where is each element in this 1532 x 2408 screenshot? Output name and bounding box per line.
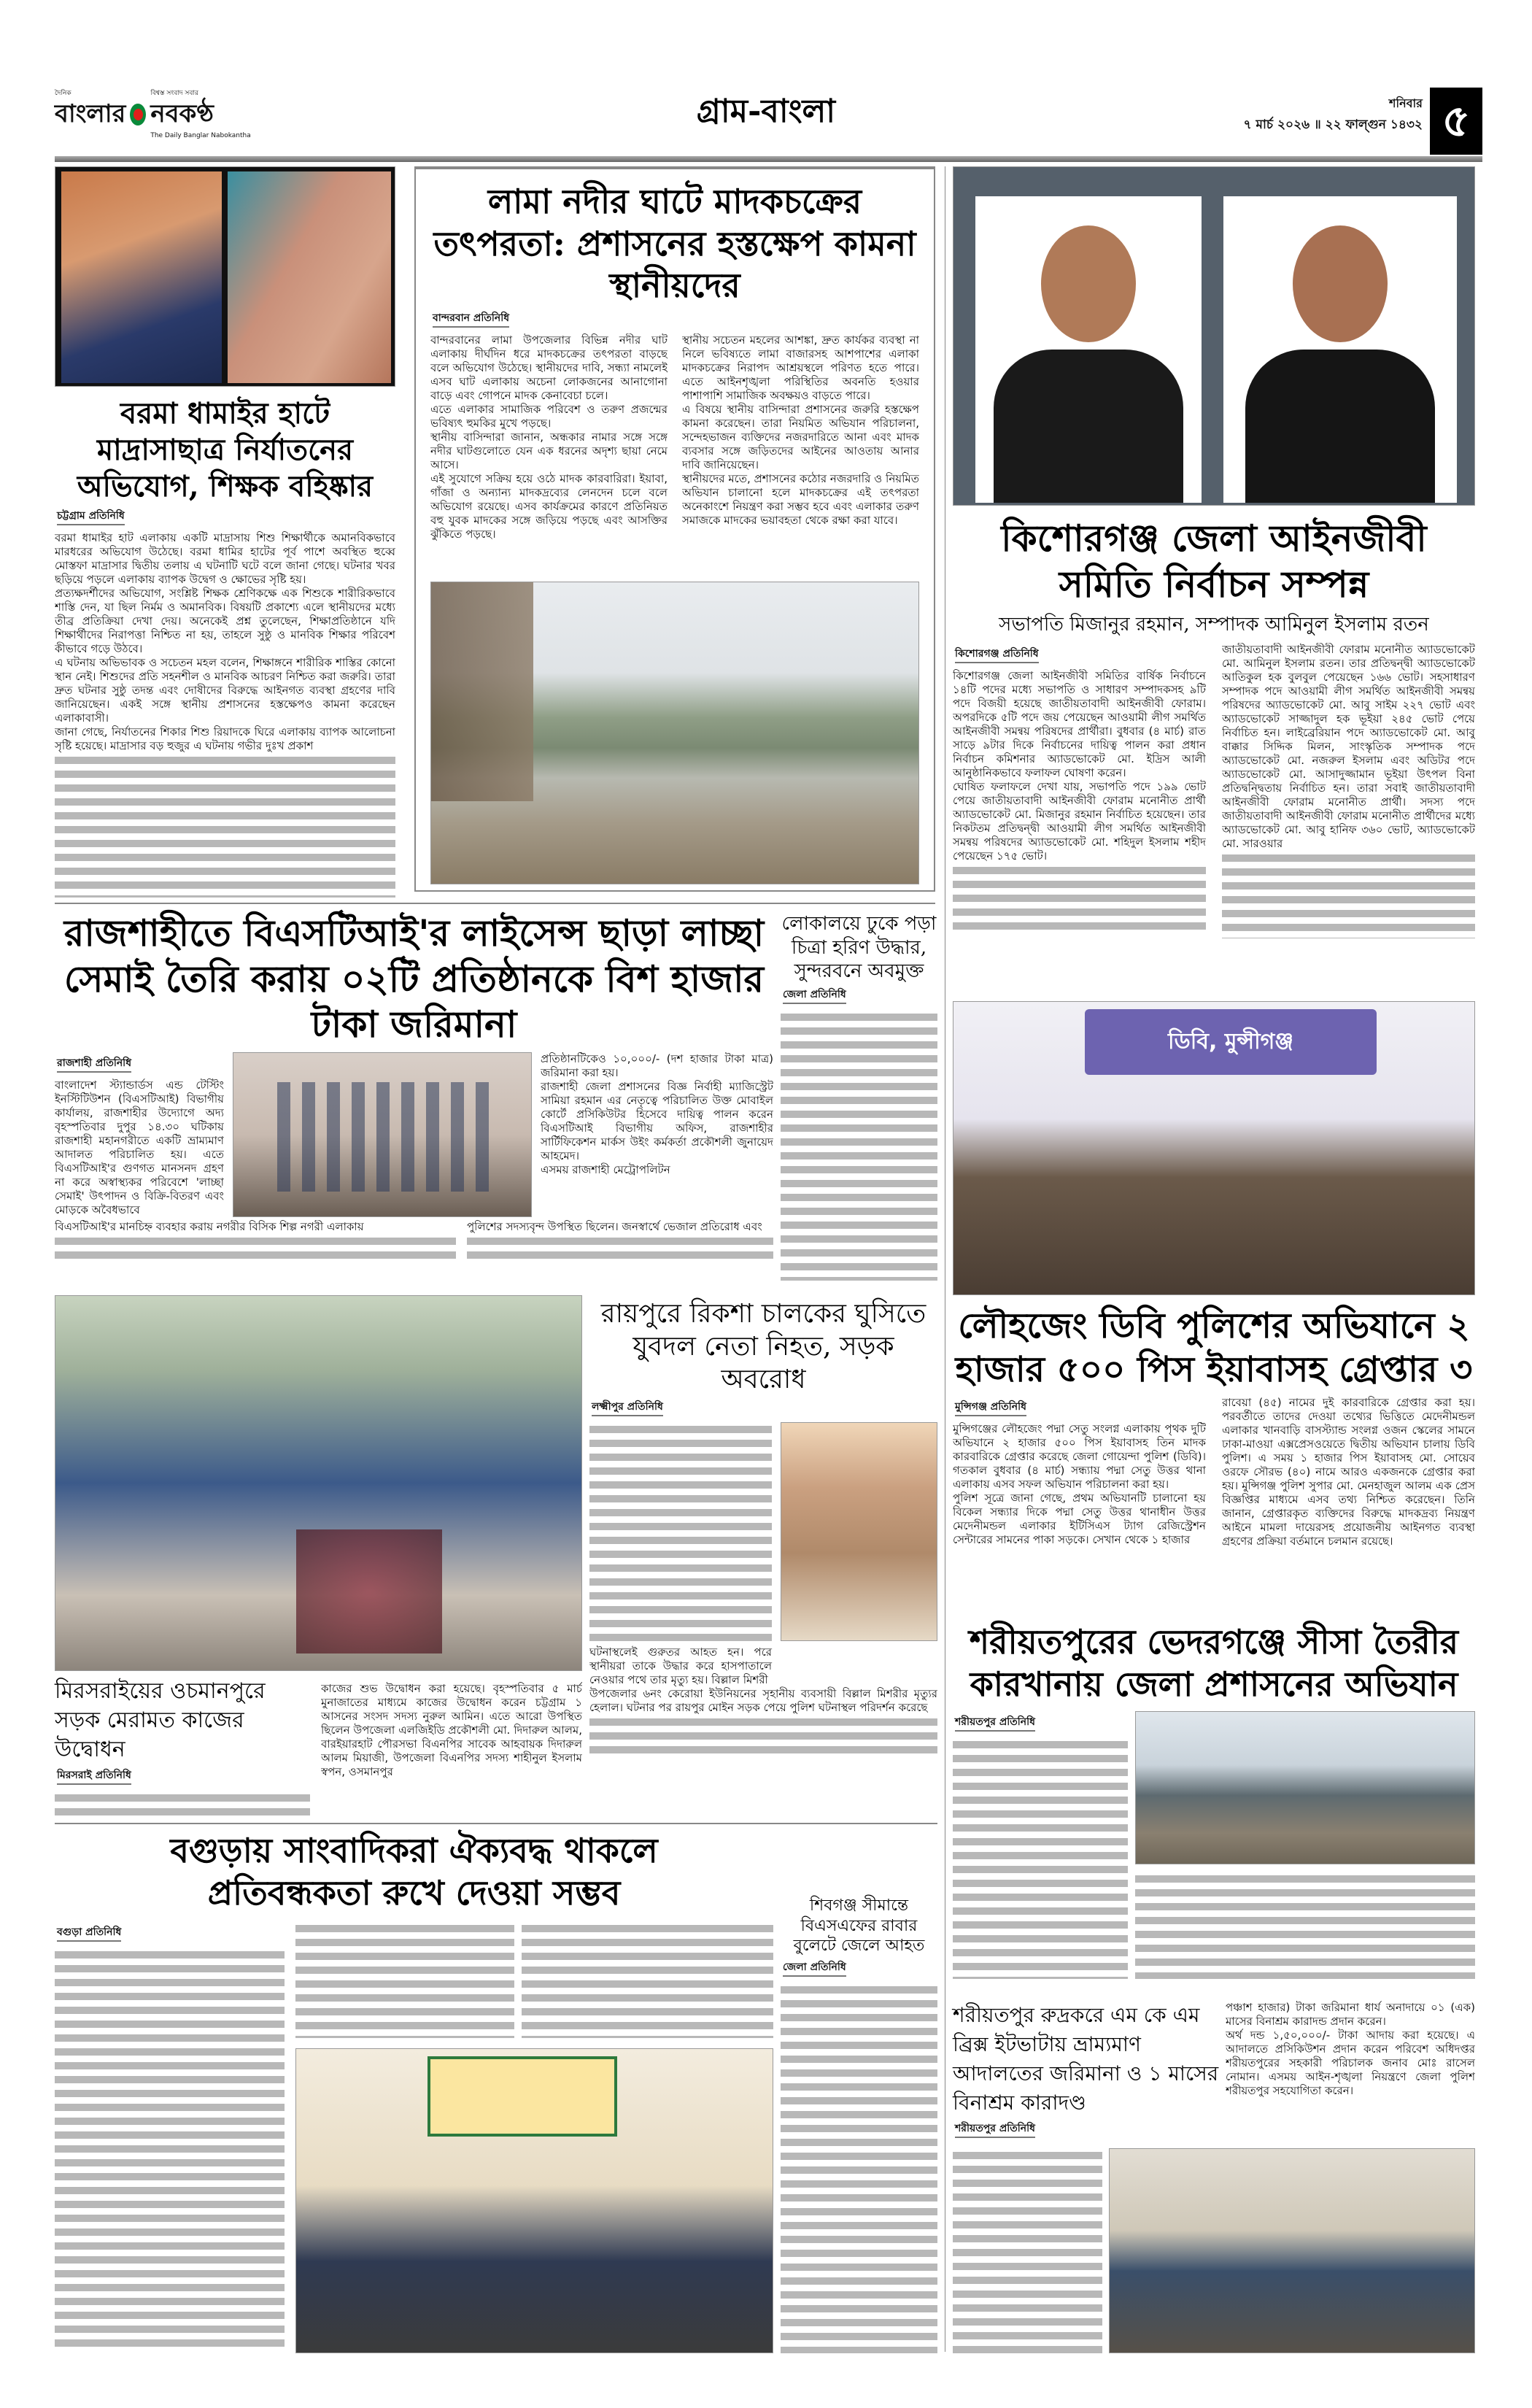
- day-label: শনিবার: [1389, 96, 1423, 110]
- deer-story: [781, 912, 937, 1281]
- brick-body-left: [953, 2148, 1102, 2353]
- lohajang-arrest-photo: [953, 1001, 1475, 1295]
- brick-byline: শরীয়তপুর প্রতিনিধি: [955, 2122, 1035, 2138]
- rajshahi-raid-photo: [233, 1052, 532, 1218]
- bogura-byline: বগুড়া প্রতিনিধি: [57, 1926, 121, 1942]
- rajshahi-body-bottom-right: পুলিশের সদস্যবৃন্দ উপস্থিত ছিলেন। জনস্বার্থে ভেজাল প্রতিরোধ এবং: [467, 1220, 773, 1276]
- rajshahi-body-left: বাংলাদেশ স্ট্যান্ডার্ডস এন্ড টেস্টিং ইনস্টিটিউশন (বিএসটিআই) বিভাগীয় কার্যালয়, রাজশাহীর উদ্যোগে অদ্য বৃহস্পতিবার দুপুর ১৪.৩০ ঘটিকায় রাজশাহী মহানগরীতে একটি ভ্রাম্যমাণ আদালত পরিচালিত হয়। এতে বিএসটিআই'র গুণগত মানসনদ গ্রহণ না করে অস্বাস্থ্যকর পরিবেশে 'লাচ্ছা সেমাই' উৎপাদন ও বিক্রি-বিতরণ এবং মোড়কে অবৈধভাবে: [55, 1078, 224, 1216]
- text-continuation: [1222, 851, 1475, 938]
- shariatpur-lead-story: [953, 1621, 1475, 1979]
- brick-court-photo: [1109, 2148, 1475, 2353]
- shariatpur-lead-headline: শরীয়তপুরের ভেদরগঞ্জে সীসা তৈরীর কারখানায় জেলা প্রশাসনের অভিযান: [969, 1622, 1459, 1704]
- deer-headline: লোকালয়ে ঢুকে পড়া চিত্রা হরিণ উদ্ধার, সুন্দরবনে অবমুক্ত: [781, 913, 937, 982]
- lama-river-photo: [430, 582, 919, 885]
- shariatpur-lead-photo: [1135, 1711, 1475, 1864]
- logo-tagline: বিশ্বস্ত সংবাদ সবার: [150, 90, 198, 97]
- logo: [55, 89, 251, 142]
- shariatpur-lead-byline: শরীয়তপুর প্রতিনিধি: [955, 1716, 1035, 1732]
- deer-body: [781, 1010, 937, 1281]
- barma-byline: চট্টগ্রাম প্রতিনিধি: [57, 509, 125, 525]
- bogura-body-col2: [295, 1921, 514, 2038]
- logo-word-1: বাংলার: [55, 99, 126, 128]
- barma-photo: [55, 166, 395, 387]
- brick-headline: শরীয়তপুর রুদ্রকরে এম কে এম ব্রিক্স ইটভাটায় ভ্রাম্যমাণ আদালতের জরিমানা ও ১ মাসের বিনাশ্রম কারাদণ্ড: [953, 2003, 1219, 2115]
- lama-box: [414, 166, 935, 892]
- photo-banner: ডিবি, মুন্সীগঞ্জ: [1085, 1009, 1377, 1075]
- barma-body: বরমা ধামাইর হাট এলাকায় একটি মাদ্রাসায় শিশু শিক্ষার্থীকে অমানবিকভাবে মারধরের অভিযোগ উঠেছে। বরমা ধামির হাটের পূর্ব পাশে অবস্থিত হুব্বে মোস্তফা মাদ্রাসার দ্বিতীয় তলায় এ ঘটনাটি ঘটে বলে জানা গেছে। ঘটনার খবর ছড়িয়ে পড়লে এলাকায় ব্যাপক উদ্বেগ ও ক্ষোভের সৃষ্টি হয়। প্রত্যক্ষদর্শীদের অভিযোগ, সংশ্লিষ্ট শিক্ষক শ্রেণিকক্ষে এক শিশুকে শারীরিকভাবে শাস্তি দেন, যা ছিল নির্মম ও অমানবিক। বিষয়টি প্রকাশ্যে এলে স্থানীয়দের মধ্যে তীব্র প্রতিক্রিয়া দেখা দেয়। অনেকেই প্রশ্ন তুলেছেন, শিক্ষাপ্রতিষ্ঠানে যদি শিক্ষার্থীদের নিরাপত্তা নিশ্চিত না হয়, তাহলে সুষ্ঠু ও মানবিক শিক্ষার পরিবেশ কীভাবে গড়ে উঠবে। এ ঘটনায় অভিভাবক ও সচেতন মহল বলেন, শিক্ষাঙ্গনে শারীরিক শাস্তির কোনো স্থান নেই। শিশুদের প্রতি সহনশীল ও মানবিক আচরণ নিশ্চিত করা জরুরি। তারা দ্রুত ঘটনার সুষ্ঠু তদন্ত এবং দোষীদের বিরুদ্ধে আইনগত ব্যবস্থা গ্রহণের দাবি জানিয়েছেন। একই সঙ্গে স্থানীয় প্রশাসনের হস্তক্ষেপও কামনা করেছেন এলাকাবাসী। জানা গেছে, নির্যাতনের শিকার শিশু রিয়াদকে ঘিরে এলাকায় ব্যাপক আলোচনা সৃষ্টি হয়েছে। মাদ্রাসার বড় হুজুর এ ঘটনায় গভীর দুঃখ প্রকাশ: [55, 531, 395, 898]
- lohajang-headline: লৌহজেং ডিবি পুলিশের অভিযানে ২ হাজার ৫০০ পিস ইয়াবাসহ গ্রেপ্তার ৩: [955, 1305, 1473, 1390]
- shariatpur-lead-body-right: [1135, 1872, 1475, 1979]
- lama-byline: বান্দরবান প্রতিনিধি: [433, 312, 509, 328]
- bogura-headline: বগুড়ায় সাংবাদিকরা ঐক্যবদ্ধ থাকলে প্রতিবন্ধকতা রুখে দেওয়া সম্ভব: [170, 1831, 658, 1913]
- kishoreganj-byline: কিশোরগঞ্জ প্রতিনিধি: [955, 647, 1039, 663]
- divider: [55, 1823, 937, 1824]
- shibganj-body: [781, 1983, 937, 2354]
- bogura-body-col1: [55, 1948, 285, 2353]
- lohajang-byline: মুন্সিগঞ্জ প্রতিনিধি: [955, 1400, 1026, 1416]
- lama-headline: লামা নদীর ঘাটে মাদকচক্রের তৎপরতা: প্রশাসনের হস্তক্ষেপ কামনা স্থানীয়দের: [433, 182, 916, 305]
- logo-word-2: নবকণ্ঠ: [150, 99, 214, 128]
- lama-body-col1: বান্দরবানের লামা উপজেলার বিভিন্ন নদীর ঘাট এলাকায় দীর্ঘদিন ধরে মাদকচক্রের তৎপরতা বাড়ছে বলে অভিযোগ উঠেছে। স্থানীয়দের দাবি, সন্ধ্যা নামলেই এসব ঘাট এলাকায় অচেনা লোকজনের আনাগোনা বাড়ে এবং গোপনে মাদক কেনাবেচা চলে। এতে এলাকার সামাজিক পরিবেশ ও তরুণ প্রজন্মের ভবিষ্যৎ হুমকির মুখে পড়ছে। স্থানীয় বাসিন্দারা জানান, অন্ধকার নামার সঙ্গে সঙ্গে নদীর ঘাটগুলোতে যেন এক ধরনের অদৃশ্য ছায়া নেমে আসে। এই সুযোগে সক্রিয় হয়ে ওঠে মাদক কারবারিরা। ইয়াবা, গাঁজা ও অন্যান্য মাদকদ্রব্যের লেনদেন চলে বলে অভিযোগ রয়েছে। এসব কার্যক্রমের কারণে প্রতিনিয়ত বহু যুবক মাদকের সঙ্গে জড়িয়ে পড়ছে এবং আসক্তির ঝুঁকিতে পড়ছে।: [430, 333, 668, 541]
- raipur-body-col1: [589, 1422, 772, 1641]
- raipur-story: [589, 1297, 937, 1806]
- barma-story: [55, 166, 395, 898]
- shibganj-story: [781, 1896, 937, 2353]
- mirsarai-byline: মিরসরাই প্রতিনিধি: [57, 1769, 131, 1785]
- lama-body-col2: স্থানীয় সচেতন মহলের আশঙ্কা, দ্রুত কার্যকর ব্যবস্থা না নিলে ভবিষ্যতে লামা বাজারসহ আশপাশের এলাকা মাদকচক্রের নিরাপদ আশ্রয়স্থলে পরিণত হতে পারে। এতে আইনশৃঙ্খলা পরিস্থিতির অবনতি হওয়ার পাশাপাশি সামাজিক অবক্ষয়ও বাড়তে পারে। এ বিষয়ে স্থানীয় বাসিন্দারা প্রশাসনের জরুরি হস্তক্ষেপ কামনা করেছেন। তারা নিয়মিত অভিযান পরিচালনা, সন্দেহভাজন ব্যক্তিদের নজরদারিতে আনা এবং মাদক ব্যবসার সঙ্গে জড়িতদের আইনের আওতায় আনার দাবি জানিয়েছেন। স্থানীয়দের মতে, প্রশাসনের কঠোর নজরদারি ও নিয়মিত অভিযান চালানো হলে মাদকচক্রের এই তৎপরতা অনেকাংশে নিয়ন্ত্রণ করা সম্ভব হবে এবং এলাকার তরুণ সমাজকে মাদকের ভয়াবহতা থেকে রক্ষা করা যাবে।: [682, 333, 919, 527]
- kishoreganj-story: [953, 166, 1475, 991]
- rajshahi-body-bottom-left: বিএসটিআই'র মানচিহ্ন ব্যবহার করায় নগরীর বিসিক শিল্প নগরী এলাকায়: [55, 1220, 456, 1276]
- mirsarai-munajat-photo: [55, 1295, 582, 1671]
- logo-small-text: দৈনিক: [55, 90, 71, 97]
- text-continuation: [953, 863, 1206, 936]
- raipur-victim-photo: [781, 1422, 937, 1641]
- date-label: ৭ মার্চ ২০২৬ ॥ ২২ ফাল্গুন ১৪৩২: [1243, 117, 1423, 132]
- text-continuation: [467, 1234, 773, 1262]
- text-continuation: [589, 1715, 937, 1759]
- mirsarai-body-left: [55, 1791, 310, 1819]
- lohajang-body-col2: রাবেয়া (৪৫) নামের দুই কারবারিকে গ্রেপ্তার করা হয়। পরবর্তীতে তাদের দেওয়া তথ্যের ভিত্তিতে মেদেনীমন্ডল এলাকার খানবাড়ি বাসস্ট্যান্ড সংলগ্ন ওজন স্কেলের সামনে ঢাকা-মাওয়া এক্সপ্রেসওয়েতে দ্বিতীয় অভিযান চালায় ডিবি পুলিশ। এ সময় ১ হাজার পিস ইয়াবাসহ মো. সোয়েব ওরফে সৌরভ (৪০) নামে আরও একজনকে গ্রেপ্তার করা হয়। মুন্সিগঞ্জ পুলিশ সুপার মো. মেনহাজুল আলম এক প্রেস বিজ্ঞপ্তির মাধ্যমে এসব তথ্য নিশ্চিত করেছেন। তিনি জানান, গ্রেপ্তারকৃত ব্যক্তিদের বিরুদ্ধে মাদকদ্রব্য নিয়ন্ত্রণ আইনে মামলা দায়েরসহ প্রয়োজনীয় আইনগত ব্যবস্থা গ্রহণের প্রক্রিয়া বর্তমানে চলমান রয়েছে।: [1222, 1396, 1475, 1548]
- mirsarai-story: [55, 1677, 310, 1819]
- bogura-meeting-photo: [295, 2048, 773, 2353]
- rajshahi-headline: রাজশাহীতে বিএসটিআই'র লাইসেন্স ছাড়া লাচ্ছা সেমাই তৈরি করায় ০২টি প্রতিষ্ঠানকে বিশ হাজার টাকা জরিমানা: [63, 911, 765, 1046]
- mirsarai-body: কাজের শুভ উদ্বোধন করা হয়েছে। বৃহস্পতিবার ৫ মার্চ মুনাজাতের মাধ্যমে কাজের উদ্বোধন করেন চট্টগ্রাম ১ আসনের সংসদ সদস্য নুরুল আমিন। এতে আরো উপস্থিত ছিলেন উপজেলা এলজিইডি প্রকৌশলী মো. দিদারুল আলম, বারইয়ারহাট পৌরসভা বিএনপির সাবেক আহবায়ক দিদারুল আলম মিয়াজী, উপজেলা বিএনপির সদস্য শাহীনুল ইসলাম স্বপন, ওসমানপুর: [321, 1682, 582, 1778]
- shariatpur-lead-body-left: [953, 1737, 1128, 1979]
- shibganj-byline: জেলা প্রতিনিধি: [783, 1961, 846, 1977]
- barma-headline: বরমা ধামাইর হাটে মাদ্রাসাছাত্র নির্যাতনের অভিযোগ, শিক্ষক বহিষ্কার: [77, 396, 374, 503]
- kishoreganj-body-col2: জাতীয়তাবাদী আইনজীবী ফোরাম মনোনীত অ্যাডভোকেট মো. আমিনুল ইসলাম রতন। তার প্রতিদ্বন্দ্বী অ্যাডভোকেট আতিকুল হক বুলবুল পেয়েছেন ১৬৬ ভোট। সহসাধারণ সম্পাদক পদে আওয়ামী লীগ সমর্থিত আইনজীবী সমন্বয় পরিষদের অ্যাডভোকেট মো. আবু সাইম ২২৭ ভোট এবং অ্যাডভোকেট সাজ্জাদুল হক ভূইয়া ২৪৫ ভোট পেয়ে নির্বাচিত হন। লাইব্রেরিয়ান পদে অ্যাডভোকেট মো. আবু বাক্কার সিদ্দিক মিলন, সাংস্কৃতিক সম্পাদক পদে অ্যাডভোকেট মো. নজরুল ইসলাম এবং অডিটর পদে অ্যাডভোকেট মো. আসাদুজ্জামান ভূইয়া উৎপল বিনা প্রতিদ্বন্দ্বিতায় নির্বাচিত হন। তারা সবাই জাতীয়তাবাদী আইনজীবী ফোরাম মনোনীত প্রার্থী। সদস্য পদে জাতীয়তাবাদী আইনজীবী ফোরাম মনোনীত প্রার্থীদের মধ্যে অ্যাডভোকেট মো. আবু হানিফ ৩৬০ ভোট, অ্যাডভোকেট মো. সারওয়ার: [1222, 643, 1475, 992]
- rajshahi-body-right: প্রতিষ্ঠানটিকেও ১০,০০০/- (দশ হাজার টাকা মাত্র) জরিমানা করা হয়। রাজশাহী জেলা প্রশাসনের বিজ্ঞ নির্বাহী ম্যাজিস্ট্রেট সামিয়া রহমান এর নেতৃত্বে পরিচালিত উক্ত মোবাইল কোর্টে প্রসিকিউটর হিসেবে দায়িত্ব পালন করেন বিএসটিআই বিভাগীয় অফিস, রাজশাহীর সার্টিফিকেশন মার্কস উইং কর্মকর্তা প্রকৌশলী জুনায়েদ আহমেদ। এসময় রাজশাহী মেট্রোপলিটন: [541, 1051, 773, 1176]
- page-number: ৫: [1430, 88, 1482, 155]
- logo-flag-icon: [130, 104, 146, 126]
- shibganj-headline: শিবগঞ্জ সীমান্তে বিএসএফের রাবার বুলেটে জেলে আহত: [793, 1896, 925, 1955]
- raipur-byline: লক্ষ্মীপুর প্রতিনিধি: [592, 1400, 663, 1416]
- kishoreganj-candidates-photo: [953, 166, 1475, 506]
- deer-byline: জেলা প্রতিনিধি: [783, 988, 846, 1004]
- kishoreganj-body-col1: কিশোরগঞ্জ জেলা আইনজীবী সমিতির বার্ষিক নির্বাচনে ১৪টি পদের মধ্যে সভাপতি ও সাধারণ সম্পাদকসহ ৯টি পদে বিজয়ী হয়েছে জাতীয়তাবাদী আইনজীবী ফোরাম। অপরদিকে ৫টি পদে জয় পেয়েছেন আওয়ামী লীগ সমর্থিত আইনজীবী সমন্বয় পরিষদের প্রার্থীরা। বুধবার (৪ মার্চ) রাত সাড়ে ৯টার দিকে নির্বাচনের দায়িত্ব পালন করা প্রধান নির্বাচন কমিশনার অ্যাডভোকেট মো. ইদ্রিস আলী আনুষ্ঠানিকভাবে ফলাফল ঘোষণা করেন। ঘোষিত ফলাফলে দেখা যায়, সভাপতি পদে ১৯৯ ভোট পেয়ে জাতীয়তাবাদী আইনজীবী ফোরাম মনোনীত প্রার্থী অ্যাডভোকেট মো. মিজানুর রহমান নির্বাচিত হয়েছেন। তার নিকটতম প্রতিদ্বন্দ্বী আওয়ামী লীগ সমর্থিত আইনজীবী সমন্বয় পরিষদের অ্যাডভোকেট মো. শহিদুল ইসলাম শহীদ পেয়েছেন ১৭৫ ভোট।: [953, 669, 1206, 992]
- rajshahi-story: [55, 911, 773, 1276]
- rajshahi-byline: রাজশাহী প্রতিনিধি: [57, 1057, 131, 1073]
- lohajang-body-col1: মুন্সিগঞ্জের লৌহজেং পদ্মা সেতু সংলগ্ন এলাকায় পৃথক দুটি অভিযানে ২ হাজার ৫০০ পিস ইয়াবাসহ তিন মাদক কারবারিকে গ্রেপ্তার করেছে জেলা গোয়েন্দা পুলিশ (ডিবি)। গতকাল বুধবার (৪ মার্চ) সন্ধ্যায় পদ্মা সেতু উত্তর থানা এলাকায় এসব সফল অভিযান পরিচালনা করা হয়। পুলিশ সূত্রে জানা গেছে, প্রথম অভিযানটি চালানো হয় বিকেল সন্ধ্যার দিকে পদ্মা সেতু উত্তর থানাধীন উত্তর মেদেনীমন্ডল এলাকার ইটিসিএস ট্যাগ রেজিস্ট্রেশন সেন্টারের সামনের পাকা সড়কে। সেখান থেকে ১ হাজার: [953, 1422, 1206, 1546]
- text-continuation: [55, 1234, 456, 1262]
- section-title: গ্রাম-বাংলা: [696, 93, 836, 130]
- divider: [55, 903, 935, 904]
- bogura-body-col3: [522, 1921, 773, 2038]
- lohajang-story: [953, 1001, 1475, 1603]
- kishoreganj-subheadline: সভাপতি মিজানুর রহমান, সম্পাদক আমিনুল ইসলাম রতন: [999, 614, 1429, 636]
- header-rule: [55, 156, 1482, 162]
- raipur-headline: রায়পুরে রিকশা চালকের ঘুসিতে যুবদল নেতা নিহত, সড়ক অবরোধ: [600, 1299, 926, 1394]
- bogura-story: [55, 1830, 773, 2353]
- brick-story: [953, 2001, 1475, 2353]
- text-continuation: [55, 753, 395, 898]
- mirsarai-headline: মিরসরাইয়ের ওচমানপুরে সড়ক মেরামত কাজের উদ্বোধন: [55, 1678, 266, 1762]
- raipur-body: ঘটনাস্থলেই গুরুতর আহত হন। পরে স্থানীয়রা তাকে উদ্ধার করে হাসপাতালে নেওয়ার পথে তার মৃত্যু হয়। বিল্লাল মিশরী উপজেলার ৬নং কেরোয়া ইউনিয়নের সৃহানীয় ব্যবসায়ী বিল্লাল মিশরীর মৃত্যুর হেলাল। ঘটনার পর রায়পুর মোইন সড়ক পেয়ে পুলিশ ঘটনাস্থল পরিদর্শন করেছে: [589, 1645, 937, 1806]
- kishoreganj-headline: কিশোরগঞ্জ জেলা আইনজীবী সমিতি নির্বাচন সম্পন্ন: [1001, 517, 1427, 606]
- logo-english: The Daily Banglar Nabokantha: [150, 132, 251, 139]
- brick-body-right: পঞ্চাশ হাজার) টাকা জরিমানা ধার্য অনাদায়ে ০১ (এক) মাসের বিনাশ্রম কারাদন্ড প্রদান করেন। অর্থ দন্ড ১,৫০,০০০/- টাকা আদায় করা হয়েছে। এ আদালতে প্রসিকিউশন প্রদান করেন পরিবেশ অধিদপ্তর শরীয়তপুরের সহকারী পরিচালক জনাব মোঃ রাসেল নোমান। এসময় আইন-শৃঙ্খলা নিয়ন্ত্রণে জেলা পুলিশ শরীয়তপুর সহযোগিতা করেন।: [1226, 2001, 1475, 2097]
